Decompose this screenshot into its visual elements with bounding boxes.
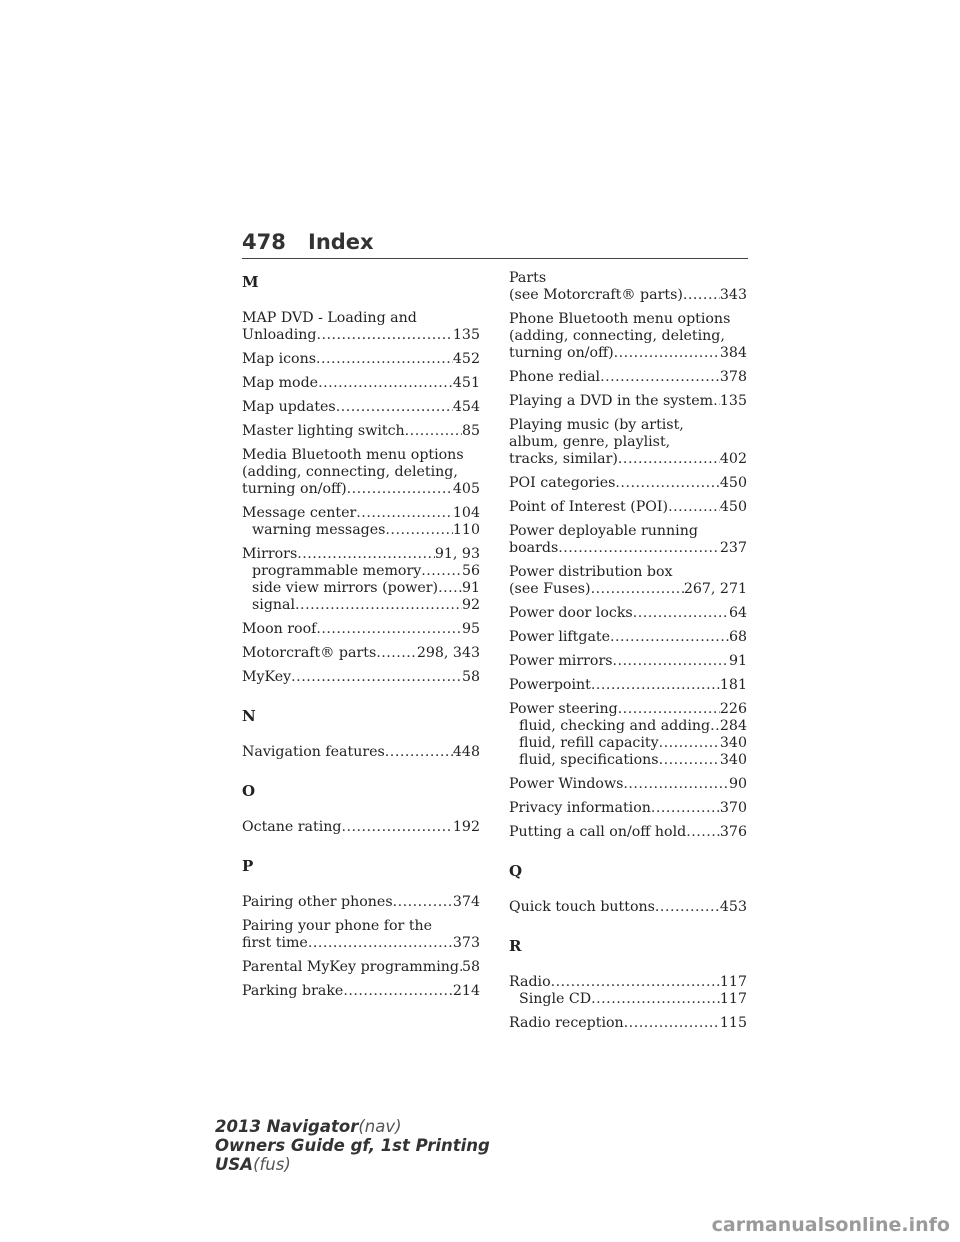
section-letter: M (242, 273, 259, 291)
entry-text: MyKey (242, 669, 292, 685)
page-reference: 298, 343 (416, 645, 480, 661)
page-number: 478 (242, 230, 286, 254)
entry-text: Pairing other phones (242, 894, 393, 910)
index-entry-line (242, 935, 480, 952)
entry-text: Power Windows (509, 776, 624, 792)
index-subentry (509, 752, 747, 769)
index-entry-line (509, 451, 747, 468)
section-letter: O (242, 782, 256, 800)
entry-text: programmable memory (252, 563, 422, 579)
page-reference: 376 (719, 824, 747, 840)
entry-text: Message center (242, 505, 357, 521)
index-subentry (242, 522, 480, 539)
index-entry (242, 546, 480, 614)
dot-leader (615, 475, 719, 492)
index-entry-line (509, 311, 747, 328)
index-entry-line (509, 523, 747, 540)
index-entry-line (242, 310, 480, 327)
entry-text: Parts (509, 270, 547, 286)
page-reference: 85 (461, 423, 480, 439)
entry-text: (adding, connecting, deleting, (242, 464, 458, 480)
index-entry (509, 475, 747, 492)
dot-leader (297, 546, 435, 563)
page-reference: 214 (452, 983, 480, 999)
index-entry-line (509, 824, 747, 841)
entry-text: Parking brake (242, 983, 344, 999)
entry-text: Mirrors (242, 546, 298, 562)
page-reference: 402 (719, 451, 747, 467)
page-reference: 95 (461, 621, 480, 637)
page-reference: 405 (452, 481, 480, 497)
index-subentry (242, 563, 480, 580)
dot-leader (438, 580, 462, 597)
dot-leader (343, 983, 453, 1000)
dot-leader (385, 522, 452, 539)
index-entry (509, 499, 747, 516)
index-subentry (509, 718, 747, 735)
index-entry (242, 375, 480, 392)
index-entry-line (509, 475, 747, 492)
entry-text: signal (252, 597, 296, 613)
section-letter: Q (509, 862, 523, 880)
index-entry (242, 959, 480, 976)
index-entry (509, 974, 747, 1008)
index-entry-line (509, 581, 747, 598)
index-entry (509, 629, 747, 646)
dot-leader (710, 718, 720, 735)
footer-line-1: 2013 Navigator(nav) (215, 1117, 402, 1136)
page-reference: 267, 271 (683, 581, 747, 597)
dot-leader (336, 399, 453, 416)
index-entry-line (242, 464, 480, 481)
index-entry (242, 744, 480, 761)
index-entry (242, 918, 480, 952)
index-entry (242, 669, 480, 686)
index-entry-line (509, 899, 747, 916)
index-entry-line (242, 894, 480, 911)
page-reference: 181 (719, 677, 747, 693)
index-entry (242, 505, 480, 539)
page-reference: 110 (452, 522, 480, 538)
entry-text: fluid, specifications (519, 752, 659, 768)
dot-leader (316, 327, 452, 344)
entry-text: Power liftgate (509, 629, 611, 645)
index-entry (509, 605, 747, 622)
dot-leader (610, 629, 729, 646)
header-rule (242, 258, 748, 259)
index-entry-line (509, 434, 747, 451)
entry-text: Pairing your phone for the (242, 918, 433, 934)
index-entry (509, 899, 747, 916)
entry-text: MAP DVD - Loading and (242, 310, 417, 326)
index-entry-line (242, 423, 480, 440)
entry-text: turning on/off) (509, 345, 614, 361)
dot-leader (618, 451, 720, 468)
entry-text: boards (509, 540, 559, 556)
entry-text: Playing a DVD in the system (509, 393, 714, 409)
entry-text: Map updates (242, 399, 336, 415)
page-reference: 68 (728, 629, 747, 645)
index-entry-line (509, 1015, 747, 1032)
entry-text: Privacy information (509, 800, 651, 816)
index-entry-line (509, 605, 747, 622)
page-reference: 340 (719, 735, 747, 751)
page-reference: 104 (452, 505, 480, 521)
dot-leader (558, 540, 720, 557)
dot-leader (405, 423, 462, 440)
index-entry (509, 824, 747, 841)
page-reference: 56 (461, 563, 480, 579)
index-entry (242, 894, 480, 911)
index-entry (242, 621, 480, 638)
entry-text: Radio (509, 974, 551, 990)
entry-text: Playing music (by artist, (509, 417, 684, 433)
dot-leader (591, 991, 720, 1008)
index-entry (509, 800, 747, 817)
dot-leader (591, 581, 684, 598)
dot-leader (613, 653, 729, 670)
index-entry-line (509, 287, 747, 304)
index-entry (509, 701, 747, 769)
entry-text: Navigation features (242, 744, 385, 760)
index-entry (242, 447, 480, 498)
index-entry-line (509, 974, 747, 991)
index-entry (242, 983, 480, 1000)
dot-leader (651, 800, 720, 817)
page-reference: 453 (719, 899, 747, 915)
entry-text: Unloading (242, 327, 317, 343)
page-reference: 92 (461, 597, 480, 613)
page-reference: 284 (719, 718, 747, 734)
entry-text: Moon roof (242, 621, 317, 637)
index-entry-line (242, 375, 480, 392)
entry-text: Phone Bluetooth menu options (509, 311, 731, 327)
page-reference: 451 (452, 375, 480, 391)
dot-leader (356, 505, 453, 522)
index-entry-line (242, 481, 480, 498)
dot-leader (316, 351, 453, 368)
page-reference: 90 (728, 776, 747, 792)
index-entry-line (242, 399, 480, 416)
dot-leader (385, 744, 453, 761)
index-subentry (509, 735, 747, 752)
dot-leader (633, 605, 729, 622)
page-reference: 378 (719, 369, 747, 385)
index-subentry (242, 597, 480, 614)
dot-leader (318, 375, 453, 392)
entry-text: first time (242, 935, 308, 951)
page-reference: 450 (719, 499, 747, 515)
index-entry (242, 819, 480, 836)
index-entry (509, 369, 747, 386)
page-reference: 135 (452, 327, 480, 343)
page-reference: 117 (719, 974, 747, 990)
index-entry (509, 1015, 747, 1032)
footer-line-2: Owners Guide gf, 1st Printing (215, 1136, 490, 1155)
page-reference: 450 (719, 475, 747, 491)
index-entry (242, 645, 480, 662)
section-letter: N (242, 707, 256, 725)
index-entry-line (509, 270, 747, 287)
entry-text: Radio reception (509, 1015, 624, 1031)
entry-text: Motorcraft® parts (242, 645, 377, 661)
dot-leader (421, 563, 462, 580)
index-entry (509, 311, 747, 362)
index-entry (242, 351, 480, 368)
dot-leader (308, 935, 453, 952)
dot-leader (624, 1015, 720, 1032)
page-reference: 91, 93 (434, 546, 480, 562)
dot-leader (591, 677, 720, 694)
dot-leader (668, 499, 720, 516)
entry-text: Power door locks (509, 605, 633, 621)
page-reference: 237 (719, 540, 747, 556)
entry-text: Quick touch buttons (509, 899, 655, 915)
entry-text: Powerpoint (509, 677, 591, 693)
index-entry-line (242, 645, 480, 662)
page-reference: 454 (452, 399, 480, 415)
page-reference: 64 (728, 605, 747, 621)
index-entry (242, 399, 480, 416)
entry-text: Map icons (242, 351, 317, 367)
dot-leader (713, 393, 720, 410)
page-reference: 448 (452, 744, 480, 760)
entry-text: side view mirrors (power) (252, 580, 439, 596)
index-entry-line (509, 393, 747, 410)
page-reference: 340 (719, 752, 747, 768)
dot-leader (347, 481, 453, 498)
index-entry-line (509, 345, 747, 362)
page-reference: 117 (719, 991, 747, 1007)
entry-text: Octane rating (242, 819, 342, 835)
dot-leader (614, 345, 720, 362)
index-entry-line (509, 417, 747, 434)
index-entry (242, 310, 480, 344)
entry-text: Putting a call on/off hold (509, 824, 687, 840)
page-reference: 384 (719, 345, 747, 361)
index-entry-line (242, 918, 480, 935)
index-entry-line (509, 701, 747, 718)
section-letter: P (242, 857, 254, 875)
index-entry-line (509, 564, 747, 581)
entry-text: (see Fuses) (509, 581, 591, 597)
index-entry-line (509, 629, 747, 646)
page-reference: 58 (461, 669, 480, 685)
entry-text: album, genre, playlist, (509, 434, 671, 450)
entry-text: Media Bluetooth menu options (242, 447, 464, 463)
entry-text: turning on/off) (242, 481, 347, 497)
index-entry-line (242, 546, 480, 563)
entry-text: Single CD (519, 991, 592, 1007)
index-entry-line (242, 505, 480, 522)
index-subentry (242, 580, 480, 597)
page-reference: 192 (452, 819, 480, 835)
page-reference: 58 (461, 959, 480, 975)
entry-text: POI categories (509, 475, 616, 491)
index-subentry (509, 991, 747, 1008)
dot-leader (686, 824, 720, 841)
entry-text: Master lighting switch (242, 423, 405, 439)
index-entry (509, 393, 747, 410)
entry-text: Map mode (242, 375, 319, 391)
index-entry (242, 423, 480, 440)
entry-text: (adding, connecting, deleting, (509, 328, 725, 344)
page-reference: 115 (719, 1015, 747, 1031)
index-entry-line (509, 677, 747, 694)
index-entry (509, 523, 747, 557)
index-entry-line (242, 621, 480, 638)
page-reference: 343 (719, 287, 747, 303)
page-reference: 370 (719, 800, 747, 816)
index-column-right (509, 270, 747, 1039)
entry-text: Power deployable running (509, 523, 698, 539)
page-reference: 374 (452, 894, 480, 910)
dot-leader (316, 621, 462, 638)
index-entry-line (242, 819, 480, 836)
index-entry-line (242, 447, 480, 464)
entry-text: Parental MyKey programming (242, 959, 459, 975)
watermark: carmanualsonline.info (711, 1214, 950, 1236)
entry-text: Point of Interest (POI) (509, 499, 669, 515)
index-entry (509, 776, 747, 793)
index-entry (509, 653, 747, 670)
index-entry-line (509, 540, 747, 557)
dot-leader (659, 752, 720, 769)
index-entry-line (242, 327, 480, 344)
entry-text: fluid, refill capacity (519, 735, 659, 751)
dot-leader (618, 701, 720, 718)
index-entry-line (509, 499, 747, 516)
page-reference: 91 (728, 653, 747, 669)
dot-leader (623, 776, 729, 793)
dot-leader (341, 819, 452, 836)
index-column-left (242, 270, 480, 1007)
entry-text: Power mirrors (509, 653, 613, 669)
index-entry-line (509, 776, 747, 793)
entry-text: Power steering (509, 701, 618, 717)
page-reference: 373 (452, 935, 480, 951)
page-reference: 226 (719, 701, 747, 717)
index-entry-line (509, 328, 747, 345)
entry-text: warning messages (252, 522, 386, 538)
entry-text: fluid, checking and adding (519, 718, 711, 734)
entry-text: Phone redial (509, 369, 601, 385)
footer (215, 1117, 490, 1174)
index-entry (509, 417, 747, 468)
index-entry-line (242, 983, 480, 1000)
index-entry-line (242, 669, 480, 686)
page-reference: 452 (452, 351, 480, 367)
footer-line-3: USA(fus) (215, 1155, 291, 1174)
index-entry-line (242, 744, 480, 761)
index-entry-line (509, 800, 747, 817)
index-entry (509, 564, 747, 598)
dot-leader (683, 287, 720, 304)
index-entry (509, 270, 747, 304)
dot-leader (376, 645, 417, 662)
index-entry-line (509, 653, 747, 670)
dot-leader (393, 894, 453, 911)
section-letter: R (509, 937, 522, 955)
dot-leader (659, 735, 720, 752)
index-entry-line (509, 369, 747, 386)
dot-leader (291, 669, 462, 686)
entry-text: tracks, similar) (509, 451, 618, 467)
dot-leader (655, 899, 720, 916)
dot-leader (600, 369, 720, 386)
index-entry (509, 677, 747, 694)
dot-leader (295, 597, 462, 614)
page-reference: 91 (461, 580, 480, 596)
dot-leader (551, 974, 720, 991)
entry-text: (see Motorcraft® parts) (509, 287, 683, 303)
page-title: Index (308, 230, 374, 254)
index-entry-line (242, 351, 480, 368)
entry-text: Power distribution box (509, 564, 673, 580)
index-entry-line (242, 959, 480, 976)
page-reference: 135 (719, 393, 747, 409)
